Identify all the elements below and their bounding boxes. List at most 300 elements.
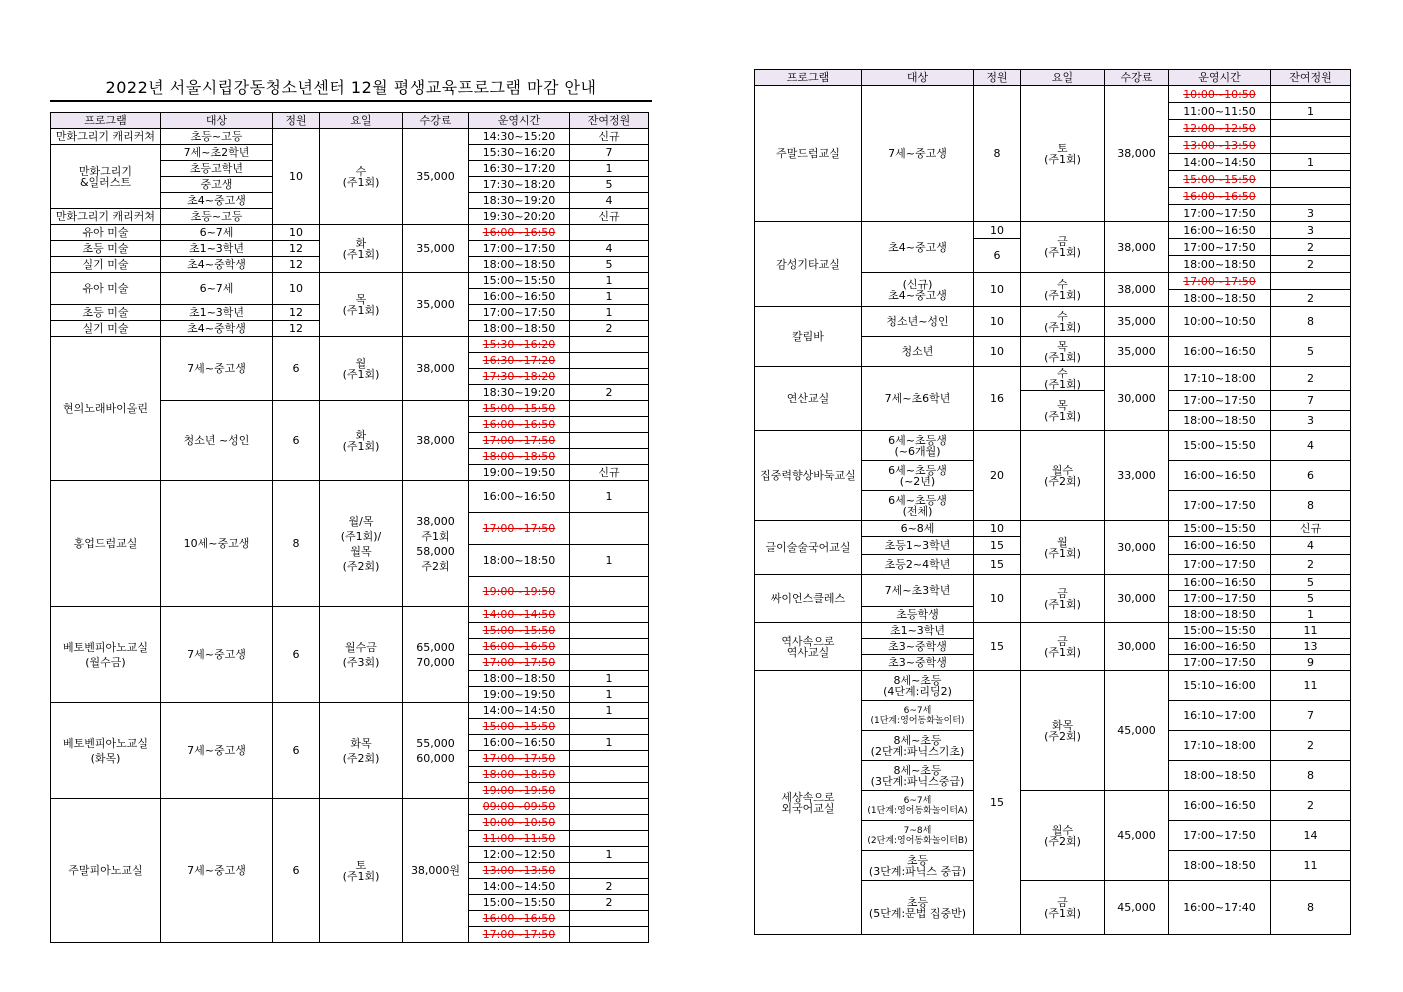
target-cell: 초등2~4학년	[862, 555, 974, 575]
col-header-time: 운영시간	[1169, 70, 1271, 86]
time-text: 17:30~18:20	[482, 370, 556, 383]
table-row	[51, 481, 649, 513]
remaining-cell	[570, 337, 649, 353]
time-cell: 16:00~16:50	[469, 481, 570, 513]
remaining-cell: 9	[1271, 655, 1351, 671]
remaining-cell: 1	[570, 671, 649, 687]
col-header-capacity: 정원	[974, 70, 1021, 86]
time-cell: 16:00~16:50	[1169, 791, 1271, 821]
day-cell: 금 (주1회)	[1021, 575, 1105, 623]
day-cell: 금 (주1회)	[1021, 222, 1105, 273]
remaining-cell	[570, 401, 649, 417]
program-cell: 주말피아노교실	[51, 799, 161, 943]
remaining-cell: 6	[1271, 461, 1351, 491]
time-text: 17:00~17:50	[482, 656, 556, 669]
day-cell: 월수 (주2회)	[1021, 791, 1105, 881]
time-cell-closed	[1169, 188, 1271, 205]
capacity-cell: 6	[273, 337, 320, 401]
col-header-remaining: 잔여정원	[570, 113, 649, 129]
time-cell: 17:00~17:50	[1169, 655, 1271, 671]
time-cell: 16:00~16:50	[469, 289, 570, 305]
time-cell: 16:00~16:50	[1169, 461, 1271, 491]
remaining-cell	[570, 353, 649, 369]
remaining-cell	[570, 767, 649, 783]
remaining-cell: 1	[1271, 607, 1351, 623]
time-text: 09:00~09:50	[482, 800, 556, 813]
fee-cell: 38,000원	[403, 799, 469, 943]
program-cell: 실기 미술	[51, 257, 161, 273]
target-cell: 청소년	[862, 337, 974, 367]
remaining-cell: 11	[1271, 623, 1351, 639]
remaining-cell	[570, 639, 649, 655]
fee-cell: 38,000	[403, 401, 469, 481]
day-cell: 월수 (주2회)	[1021, 431, 1105, 521]
time-text: 16:00~16:50	[1183, 189, 1256, 203]
day-cell: 목 (주1회)	[320, 273, 403, 337]
time-cell-closed	[469, 911, 570, 927]
table-row	[755, 222, 1351, 239]
program-cell: 현의노래바이올린	[51, 337, 161, 481]
fee-cell: 38,000	[1105, 222, 1169, 273]
fee-cell: 35,000	[1105, 307, 1169, 337]
target-cell: 초4~중학생	[161, 257, 273, 273]
remaining-cell: 11	[1271, 851, 1351, 881]
time-cell: 18:30~19:20	[469, 193, 570, 209]
remaining-cell: 4	[1271, 431, 1351, 461]
time-text: 18:00~18:50	[482, 450, 556, 463]
remaining-cell	[570, 927, 649, 943]
target-cell: 6~7세	[161, 273, 273, 305]
capacity-cell: 6	[273, 799, 320, 943]
remaining-cell	[570, 225, 649, 241]
table-row	[755, 86, 1351, 103]
time-cell-closed	[469, 783, 570, 799]
fee-cell: 35,000	[1105, 337, 1169, 367]
program-cell: 감성기타교실	[755, 222, 862, 307]
program-cell: 유아 미술	[51, 273, 161, 305]
remaining-cell: 5	[1271, 591, 1351, 607]
remaining-cell: 1	[1271, 103, 1351, 120]
time-cell: 17:00~17:50	[469, 305, 570, 321]
time-cell: 15:00~15:50	[1169, 521, 1271, 537]
remaining-cell: 신규	[1271, 521, 1351, 537]
table-row	[51, 129, 649, 145]
capacity-cell: 8	[974, 86, 1021, 222]
capacity-cell: 6	[273, 401, 320, 481]
fee-cell: 35,000	[403, 273, 469, 337]
time-text: 10:00~10:50	[482, 816, 556, 829]
remaining-cell: 1	[570, 545, 649, 577]
time-text: 13:00~13:50	[1183, 138, 1256, 152]
table-row	[51, 225, 649, 241]
time-text: 15:30~16:20	[482, 338, 556, 351]
time-cell-closed	[469, 225, 570, 241]
time-cell-closed	[469, 639, 570, 655]
capacity-cell: 10	[273, 129, 320, 225]
table-row	[755, 307, 1351, 337]
remaining-cell: 2	[570, 321, 649, 337]
remaining-cell	[1271, 86, 1351, 103]
target-cell: 7세~중고생	[862, 86, 974, 222]
time-cell-closed	[469, 815, 570, 831]
time-cell: 10:00~10:50	[1169, 307, 1271, 337]
time-cell: 14:00~14:50	[469, 879, 570, 895]
time-cell: 16:00~16:50	[1169, 222, 1271, 239]
capacity-cell: 15	[974, 537, 1021, 555]
day-cell: 월/목 (주1회)/ 월목 (주2회)	[320, 481, 403, 607]
time-cell: 17:00~17:50	[1169, 205, 1271, 222]
time-text: 19:00~19:50	[482, 585, 556, 598]
capacity-cell: 6	[273, 607, 320, 703]
capacity-cell: 15	[974, 671, 1021, 935]
remaining-cell: 1	[570, 847, 649, 863]
time-cell: 19:30~20:20	[469, 209, 570, 225]
target-cell: 6~7세	[161, 225, 273, 241]
target-cell: 7세~중고생	[161, 799, 273, 943]
target-cell: 초1~3학년	[161, 241, 273, 257]
time-cell-closed	[1169, 120, 1271, 137]
header-row	[755, 70, 1351, 86]
time-text: 15:00~15:50	[482, 402, 556, 415]
time-text: 17:00~17:50	[482, 434, 556, 447]
remaining-cell: 7	[1271, 701, 1351, 731]
capacity-cell: 10	[974, 273, 1021, 307]
program-cell: 글이술술국어교실	[755, 521, 862, 575]
col-header-fee: 수강료	[403, 113, 469, 129]
time-cell: 18:00~18:50	[1169, 607, 1271, 623]
remaining-cell: 1	[570, 305, 649, 321]
time-cell: 18:00~18:50	[469, 671, 570, 687]
time-cell: 14:00~14:50	[1169, 154, 1271, 171]
program-cell: 실기 미술	[51, 321, 161, 337]
target-cell: 초4~중학생	[161, 321, 273, 337]
remaining-cell	[1271, 137, 1351, 154]
remaining-cell	[570, 751, 649, 767]
program-cell: 홍업드럼교실	[51, 481, 161, 607]
remaining-cell: 8	[1271, 491, 1351, 521]
target-cell: (신규) 초4~중고생	[862, 273, 974, 307]
time-cell: 16:00~16:50	[1169, 337, 1271, 367]
remaining-cell: 8	[1271, 307, 1351, 337]
remaining-cell: 1	[570, 703, 649, 719]
table-row	[755, 623, 1351, 639]
time-cell-closed	[469, 369, 570, 385]
day-cell: 화목 (주2회)	[320, 703, 403, 799]
time-cell: 17:00~17:50	[1169, 555, 1271, 575]
target-cell: 6세~초등생 (~2년)	[862, 461, 974, 491]
target-cell: 7세~중고생	[161, 703, 273, 799]
remaining-cell: 2	[1271, 731, 1351, 761]
time-cell: 17:10~18:00	[1169, 731, 1271, 761]
time-text: 17:00~17:50	[482, 928, 556, 941]
fee-cell: 30,000	[1105, 367, 1169, 431]
target-cell: 초등고학년	[161, 161, 273, 177]
target-cell: 초1~3학년	[161, 305, 273, 321]
time-text: 15:00~15:50	[1183, 172, 1256, 186]
target-cell: 초3~중학생	[862, 639, 974, 655]
remaining-cell: 1	[570, 161, 649, 177]
remaining-cell	[570, 911, 649, 927]
program-cell: 주말드럼교실	[755, 86, 862, 222]
remaining-cell	[1271, 188, 1351, 205]
program-cell: 칼림바	[755, 307, 862, 367]
time-text: 14:00~14:50	[482, 608, 556, 621]
time-cell-closed	[469, 927, 570, 943]
program-cell: 초등 미술	[51, 241, 161, 257]
remaining-cell: 1	[570, 481, 649, 513]
remaining-cell	[570, 863, 649, 879]
remaining-cell: 5	[1271, 575, 1351, 591]
col-header-remaining: 잔여정원	[1271, 70, 1351, 86]
table-row	[755, 575, 1351, 591]
table-row	[755, 521, 1351, 537]
remaining-cell: 13	[1271, 639, 1351, 655]
target-cell: 청소년 ~성인	[161, 401, 273, 481]
remaining-cell: 2	[1271, 290, 1351, 307]
time-text: 19:00~19:50	[482, 784, 556, 797]
target-cell: 초3~중학생	[862, 655, 974, 671]
target-cell: 초4~중고생	[161, 193, 273, 209]
capacity-cell: 10	[974, 307, 1021, 337]
program-cell: 베토벤피아노교실 (월수금)	[51, 607, 161, 703]
capacity-cell: 10	[974, 521, 1021, 537]
remaining-cell: 3	[1271, 411, 1351, 431]
col-header-fee: 수강료	[1105, 70, 1169, 86]
remaining-cell: 1	[570, 687, 649, 703]
target-cell: 8세~초등 (4단계:리딩2)	[862, 671, 974, 701]
time-text: 16:00~16:50	[482, 912, 556, 925]
program-cell: 초등 미술	[51, 305, 161, 321]
time-cell-closed	[469, 337, 570, 353]
time-cell: 12:00~12:50	[469, 847, 570, 863]
capacity-cell: 10	[974, 575, 1021, 623]
remaining-cell	[570, 449, 649, 465]
time-cell-closed	[469, 863, 570, 879]
time-text: 16:30~17:20	[482, 354, 556, 367]
fee-cell: 35,000	[403, 129, 469, 225]
remaining-cell: 14	[1271, 821, 1351, 851]
remaining-cell	[570, 831, 649, 847]
time-cell-closed	[469, 513, 570, 545]
remaining-cell: 5	[570, 177, 649, 193]
time-cell: 17:00~17:50	[469, 241, 570, 257]
capacity-cell: 8	[273, 481, 320, 607]
remaining-cell	[570, 433, 649, 449]
time-cell: 18:00~18:50	[1169, 851, 1271, 881]
capacity-cell: 6	[974, 239, 1021, 273]
time-cell: 15:10~16:00	[1169, 671, 1271, 701]
time-text: 10:00~10:50	[1183, 87, 1256, 101]
remaining-cell	[570, 513, 649, 545]
fee-cell: 35,000	[403, 225, 469, 273]
time-text: 17:00~17:50	[1183, 274, 1256, 288]
time-cell-closed	[469, 449, 570, 465]
remaining-cell: 1	[570, 289, 649, 305]
time-cell: 18:00~18:50	[469, 321, 570, 337]
time-cell: 18:00~18:50	[1169, 761, 1271, 791]
page-title: 2022년 서울시립강동청소년센터 12월 평생교육프로그램 마감 안내	[50, 76, 652, 102]
remaining-cell: 7	[1271, 391, 1351, 411]
col-header-program: 프로그램	[755, 70, 862, 86]
time-cell: 17:00~17:50	[1169, 239, 1271, 256]
fee-cell: 65,000 70,000	[403, 607, 469, 703]
target-cell: 6~7세 (1단계:영어동화놀이터)	[862, 701, 974, 731]
time-text: 17:00~17:50	[482, 752, 556, 765]
capacity-cell: 12	[273, 321, 320, 337]
remaining-cell: 2	[1271, 256, 1351, 273]
time-cell: 17:00~17:50	[1169, 821, 1271, 851]
day-cell: 금 (주1회)	[1021, 881, 1105, 935]
day-cell: 월수금 (주3회)	[320, 607, 403, 703]
time-cell: 14:00~14:50	[469, 703, 570, 719]
remaining-cell: 2	[1271, 367, 1351, 391]
time-text: 16:00~16:50	[482, 418, 556, 431]
target-cell: 7세~초2학년	[161, 145, 273, 161]
remaining-cell: 신규	[570, 465, 649, 481]
table-row	[755, 431, 1351, 461]
table-row	[51, 273, 649, 289]
remaining-cell: 4	[570, 193, 649, 209]
time-cell-closed	[469, 433, 570, 449]
time-cell: 18:00~18:50	[1169, 290, 1271, 307]
remaining-cell	[570, 719, 649, 735]
capacity-cell: 6	[273, 703, 320, 799]
time-cell: 15:00~15:50	[469, 895, 570, 911]
capacity-cell: 12	[273, 241, 320, 257]
time-cell-closed	[469, 751, 570, 767]
time-cell: 17:10~18:00	[1169, 367, 1271, 391]
remaining-cell: 4	[1271, 537, 1351, 555]
col-header-target: 대상	[161, 113, 273, 129]
remaining-cell: 8	[1271, 881, 1351, 935]
program-cell: 역사속으로 역사교실	[755, 623, 862, 671]
remaining-cell	[570, 369, 649, 385]
time-cell-closed	[1169, 137, 1271, 154]
remaining-cell: 3	[1271, 205, 1351, 222]
time-cell: 15:30~16:20	[469, 145, 570, 161]
day-cell: 수 (주1회)	[1021, 367, 1105, 391]
col-header-target: 대상	[862, 70, 974, 86]
time-cell: 19:00~19:50	[469, 465, 570, 481]
target-cell: 10세~중고생	[161, 481, 273, 607]
remaining-cell: 1	[570, 735, 649, 751]
target-cell: 7세~초6학년	[862, 367, 974, 431]
right-schedule-table	[754, 69, 1351, 935]
fee-cell: 30,000	[1105, 521, 1169, 575]
program-cell: 세상속으로 외국어교실	[755, 671, 862, 935]
time-cell: 15:00~15:50	[1169, 623, 1271, 639]
program-cell: 싸이언스클레스	[755, 575, 862, 623]
col-header-time: 운영시간	[469, 113, 570, 129]
fee-cell: 38,000	[1105, 273, 1169, 307]
day-cell: 수 (주1회)	[1021, 273, 1105, 307]
target-cell: 중고생	[161, 177, 273, 193]
time-text: 13:00~13:50	[482, 864, 556, 877]
remaining-cell: 2	[570, 879, 649, 895]
time-text: 16:00~16:50	[482, 226, 556, 239]
target-cell: 초등~고등	[161, 129, 273, 145]
capacity-cell: 20	[974, 431, 1021, 521]
time-cell-closed	[469, 719, 570, 735]
remaining-cell: 2	[1271, 791, 1351, 821]
program-cell: 베토벤피아노교실 (화목)	[51, 703, 161, 799]
time-cell-closed	[469, 401, 570, 417]
remaining-cell: 7	[570, 145, 649, 161]
target-cell: 8세~초등 (2단계:파닉스기초)	[862, 731, 974, 761]
time-cell: 17:30~18:20	[469, 177, 570, 193]
day-cell: 금 (주1회)	[1021, 623, 1105, 671]
time-text: 18:00~18:50	[482, 768, 556, 781]
target-cell: 6세~초등생 (전체)	[862, 491, 974, 521]
remaining-cell: 4	[570, 241, 649, 257]
time-cell-closed	[469, 577, 570, 607]
fee-cell: 45,000	[1105, 791, 1169, 881]
time-cell-closed	[469, 607, 570, 623]
remaining-cell: 1	[1271, 154, 1351, 171]
fee-cell: 38,000	[403, 337, 469, 401]
capacity-cell: 15	[974, 555, 1021, 575]
day-cell: 화 (주1회)	[320, 225, 403, 273]
target-cell: 8세~초등 (3단계:파닉스중급)	[862, 761, 974, 791]
remaining-cell	[1271, 273, 1351, 290]
time-cell: 15:00~15:50	[1169, 431, 1271, 461]
time-cell-closed	[469, 353, 570, 369]
time-cell: 18:00~18:50	[1169, 411, 1271, 431]
remaining-cell: 5	[570, 257, 649, 273]
remaining-cell: 2	[570, 385, 649, 401]
remaining-cell	[1271, 120, 1351, 137]
table-row	[755, 367, 1351, 391]
time-cell: 18:00~18:50	[1169, 256, 1271, 273]
time-cell-closed	[1169, 171, 1271, 188]
col-header-day: 요일	[320, 113, 403, 129]
col-header-program: 프로그램	[51, 113, 161, 129]
remaining-cell	[570, 799, 649, 815]
time-cell: 11:00~11:50	[1169, 103, 1271, 120]
remaining-cell	[1271, 171, 1351, 188]
time-cell-closed	[469, 767, 570, 783]
program-cell: 만화그리기 &일러스트	[51, 145, 161, 209]
time-cell: 17:00~17:50	[1169, 491, 1271, 521]
remaining-cell	[570, 655, 649, 671]
program-cell: 유아 미술	[51, 225, 161, 241]
capacity-cell: 10	[273, 225, 320, 241]
table-row	[51, 703, 649, 719]
time-cell: 14:30~15:20	[469, 129, 570, 145]
day-cell: 화목 (주2회)	[1021, 671, 1105, 791]
remaining-cell: 8	[1271, 761, 1351, 791]
target-cell: 초등1~3학년	[862, 537, 974, 555]
table-row	[755, 671, 1351, 701]
time-cell-closed	[1169, 86, 1271, 103]
target-cell: 초4~중고생	[862, 222, 974, 273]
remaining-cell: 5	[1271, 337, 1351, 367]
day-cell: 화 (주1회)	[320, 401, 403, 481]
time-text: 15:00~15:50	[482, 720, 556, 733]
time-cell: 17:00~17:50	[1169, 591, 1271, 607]
target-cell: 초등학생	[862, 607, 974, 623]
time-cell: 16:00~16:50	[1169, 537, 1271, 555]
remaining-cell: 2	[570, 895, 649, 911]
target-cell: 6~7세 (1단계:영어동화놀이터A)	[862, 791, 974, 821]
target-cell: 6~8세	[862, 521, 974, 537]
remaining-cell	[570, 815, 649, 831]
day-cell: 월 (주1회)	[320, 337, 403, 401]
left-schedule-table	[50, 112, 649, 943]
fee-cell: 30,000	[1105, 623, 1169, 671]
time-text: 16:00~16:50	[482, 640, 556, 653]
fee-cell: 55,000 60,000	[403, 703, 469, 799]
